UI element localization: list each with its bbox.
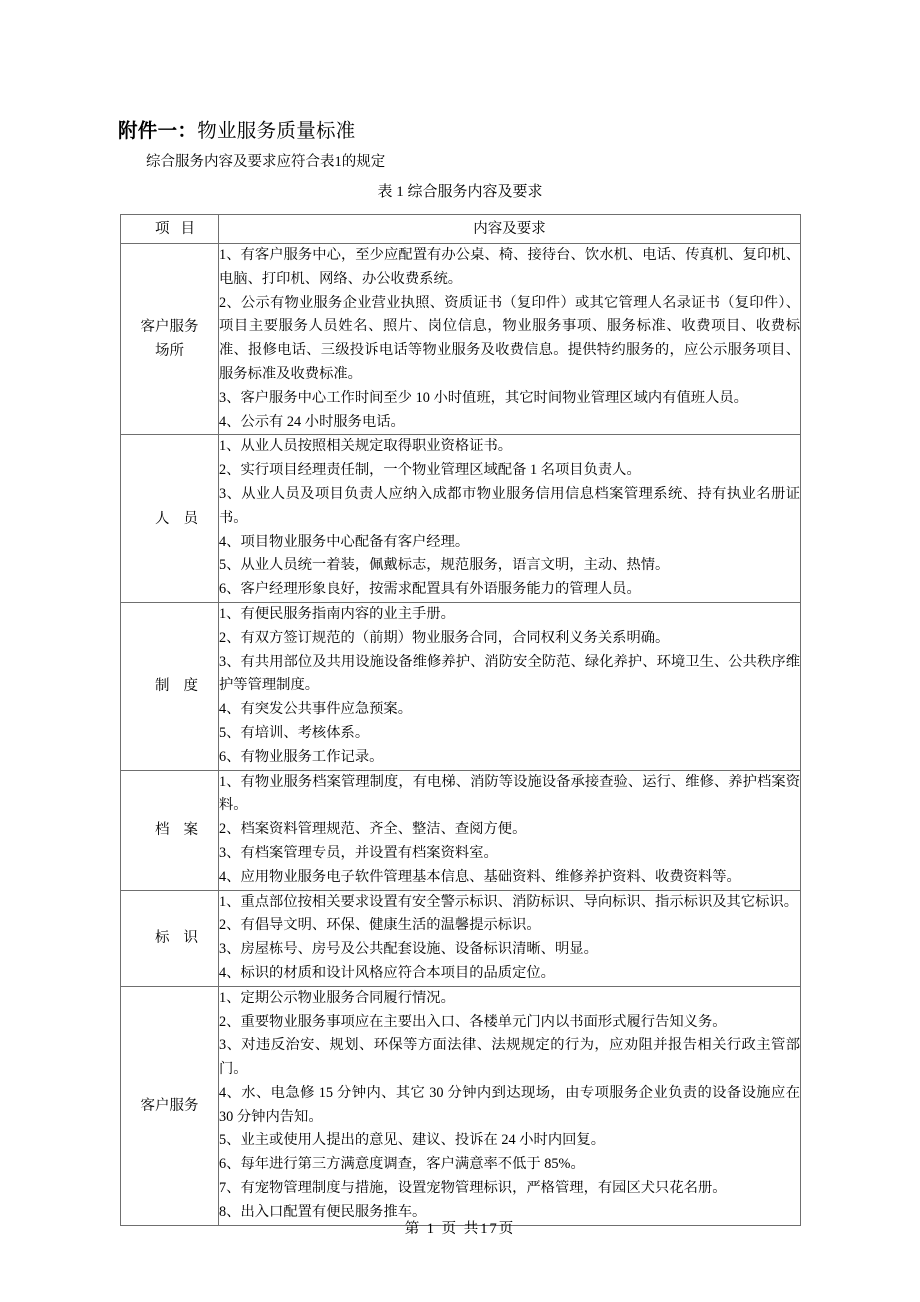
requirement-item: 5、有培训、考核体系。 — [219, 724, 370, 741]
table-row-item — [121, 602, 219, 770]
requirement-item: 6、有物业服务工作记录。 — [219, 748, 384, 765]
table-body — [121, 244, 801, 1226]
requirement-item: 2、有双方签订规范的（前期）物业服务合同，合同权利义务关系明确。 — [219, 629, 670, 646]
requirement-item: 1、定期公示物业服务合同履行情况。 — [219, 989, 455, 1006]
table-header-content: 内容及要求 — [219, 215, 801, 244]
requirement-item: 4、公示有 24 小时服务电话。 — [219, 413, 405, 430]
table-row-item-char2: 度 — [183, 678, 198, 695]
table-row-item-char1: 制 — [155, 678, 184, 695]
table-row-content — [219, 435, 801, 603]
table-row-item-char1: 人 — [155, 510, 184, 527]
requirement-item: 1、从业人员按照相关规定取得职业资格证书。 — [219, 438, 513, 455]
table-row-content — [219, 770, 801, 890]
page-title-prefix: 附件一： — [118, 121, 198, 143]
requirement-item: 2、档案资料管理规范、齐全、整洁、查阅方便。 — [219, 821, 527, 838]
requirement-item: 3、有共用部位及共用设施设备维修养护、消防安全防范、绿化养护、环境卫生、公共秩序维护等管理制度。 — [219, 653, 800, 694]
table-row-item — [121, 770, 219, 890]
table-row-item-char2: 案 — [183, 822, 198, 839]
table-row — [121, 986, 801, 1225]
requirement-item: 2、公示有物业服务企业营业执照、资质证书（复印件）或其它管理人名录证书（复印件）、项目主要服务人员姓名、照片、岗位信息，物业服务事项、服务标准、收费项目、收费标准、报修电话、三级投诉电话等物业服务及收费信息。提供特约服务的，应公示服务项目、服务标准及收费标准。 — [219, 294, 800, 382]
table-row — [121, 435, 801, 603]
page-footer — [0, 1219, 920, 1239]
requirement-item: 3、从业人员及项目负责人应纳入成都市物业服务信用信息档案管理系统、持有执业名册证书。 — [219, 485, 800, 526]
requirement-item: 2、有倡导文明、环保、健康生活的温馨提示标识。 — [219, 917, 541, 934]
table-row — [121, 890, 801, 986]
requirement-item: 2、重要物业服务事项应在主要出入口、各楼单元门内以书面形式履行告知义务。 — [219, 1013, 727, 1030]
requirement-item: 4、标识的材质和设计风格应符合本项目的品质定位。 — [219, 964, 555, 981]
requirement-item: 3、客户服务中心工作时间至少 10 小时值班，其它时间物业管理区域内有值班人员。 — [219, 389, 748, 406]
table-row-item — [121, 435, 219, 603]
table-row-item — [121, 244, 219, 435]
table-row-content — [219, 602, 801, 770]
page-title-text: 物业服务质量标准 — [197, 121, 356, 143]
table-row — [121, 770, 801, 890]
page-number-text: 第 1 页 共17页 — [404, 1221, 516, 1237]
table-row-item — [121, 890, 219, 986]
table-row-item-line1: 客户服务 — [140, 319, 199, 336]
requirement-item: 3、房屋栋号、房号及公共配套设施、设备标识清晰、明显。 — [219, 941, 598, 958]
requirement-item: 3、对违反治安、规划、环保等方面法律、法规规定的行为，应劝阻并报告相关行政主管部门。 — [219, 1037, 800, 1078]
requirement-item: 2、实行项目经理责任制，一个物业管理区域配备 1 名项目负责人。 — [219, 462, 641, 479]
table-header-row — [121, 215, 801, 244]
requirement-item: 4、项目物业服务中心配备有客户经理。 — [219, 533, 470, 550]
requirement-item: 5、从业人员统一着装，佩戴标志，规范服务，语言文明，主动、热情。 — [219, 557, 670, 574]
requirement-item: 6、每年进行第三方满意度调查，客户满意率不低于 85%。 — [219, 1156, 585, 1173]
requirement-item: 5、业主或使用人提出的意见、建议、投诉在 24 小时内回复。 — [219, 1132, 606, 1149]
table-row-item-char1: 档 — [155, 822, 184, 839]
table-row-item-char2: 识 — [183, 930, 198, 947]
table-row-content — [219, 244, 801, 435]
table-header-item-label2: 目 — [180, 221, 195, 237]
requirement-item: 6、客户经理形象良好，按需求配置具有外语服务能力的管理人员。 — [219, 581, 641, 598]
table-caption: 表 1 综合服务内容及要求 — [377, 184, 543, 200]
requirement-item: 1、重点部位按相关要求设置有安全警示标识、消防标识、导向标识、指示标识及其它标识。 — [219, 893, 799, 910]
table-row-item-char1: 标 — [155, 930, 184, 947]
table-row-item-char2: 员 — [183, 510, 198, 527]
table-header-item — [121, 215, 219, 244]
requirement-item: 1、有便民服务指南内容的业主手册。 — [219, 605, 455, 622]
table-row-item-line1: 客户服务 — [140, 1097, 199, 1114]
requirement-item: 4、应用物业服务电子软件管理基本信息、基础资料、维修养护资料、收费资料等。 — [219, 868, 741, 885]
requirement-item: 1、有客户服务中心，至少应配置有办公桌、椅、接待台、饮水机、电话、传真机、复印机、电脑、打印机、网络、办公收费系统。 — [219, 247, 800, 287]
service-standard-table — [120, 214, 801, 1226]
table-row — [121, 602, 801, 770]
page-title — [118, 118, 356, 146]
requirement-item: 8、出入口配置有便民服务推车。 — [219, 1203, 427, 1220]
requirement-item: 1、有物业服务档案管理制度，有电梯、消防等设施设备承接查验、运行、维修、养护档案资料。 — [219, 773, 800, 814]
table-header-item-label: 项 — [155, 221, 181, 237]
intro-paragraph: 综合服务内容及要求应符合表1的规定 — [146, 154, 386, 170]
requirement-item: 4、水、电急修 15 分钟内、其它 30 分钟内到达现场，由专项服务企业负责的设备设施应在 30 分钟内告知。 — [219, 1084, 800, 1125]
table-head — [121, 215, 801, 244]
requirement-item: 3、有档案管理专员，并设置有档案资料室。 — [219, 844, 498, 861]
table-row — [121, 244, 801, 435]
table-row-item-line2: 场所 — [155, 343, 184, 360]
requirement-item: 7、有宠物管理制度与措施，设置宠物管理标识，严格管理，有园区犬只花名册。 — [219, 1180, 727, 1197]
table-row-item — [121, 986, 219, 1225]
table-row-content — [219, 986, 801, 1225]
table-row-content — [219, 890, 801, 986]
requirement-item: 4、有突发公共事件应急预案。 — [219, 701, 413, 718]
